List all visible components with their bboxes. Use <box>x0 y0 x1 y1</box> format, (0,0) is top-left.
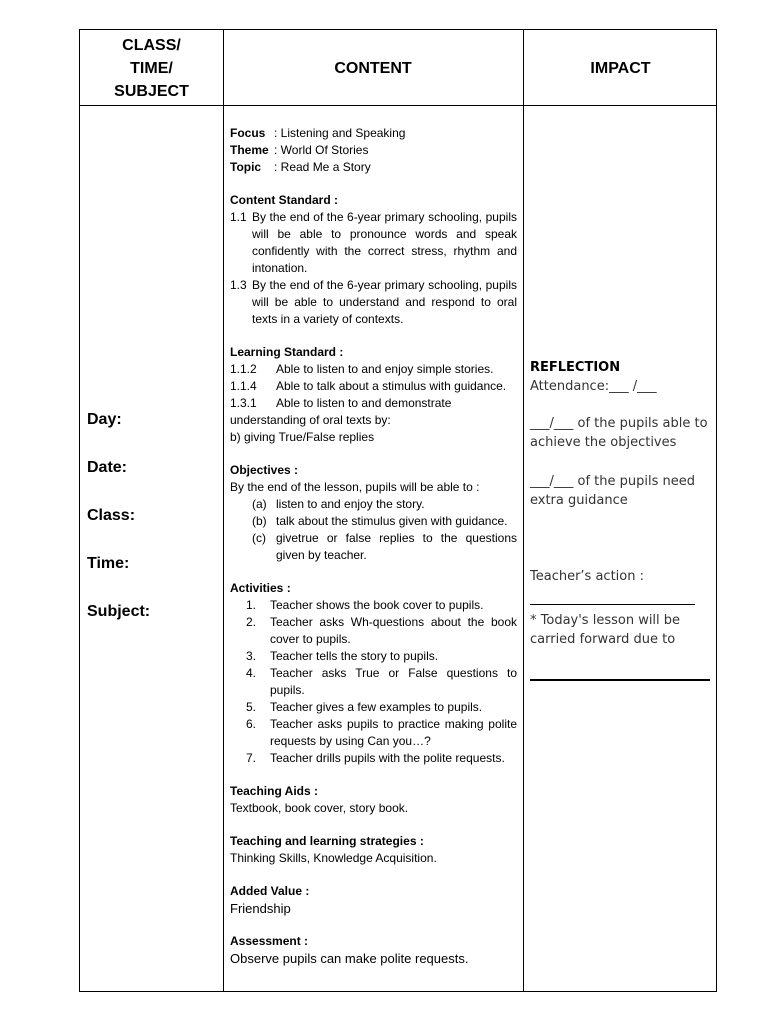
activities-title: Activities : <box>230 581 291 595</box>
topic-value: : Read Me a Story <box>274 160 371 174</box>
content-column <box>230 125 517 983</box>
list-item: listen to and enjoy the story. <box>276 497 425 511</box>
achieve-line: ___/___ of the pupils able to achieve the objectives <box>530 416 708 450</box>
content-standard-section <box>230 192 517 328</box>
list-item: Teacher drills pupils with the polite requests. <box>270 751 505 765</box>
objectives-intro: By the end of the lesson, pupils will be able to : <box>230 480 480 494</box>
focus-label: Focus <box>230 126 266 140</box>
learning-standard-title: Learning Standard : <box>230 345 344 359</box>
list-number: 6. <box>246 717 257 731</box>
list-number: 3. <box>246 649 257 663</box>
list-item: Able to listen to and enjoy simple stories. <box>276 362 494 376</box>
list-item: Able to talk about a stimulus with guidance. <box>276 379 507 393</box>
assessment-section <box>230 933 517 967</box>
added-value-title: Added Value : <box>230 884 310 898</box>
activities-section <box>230 580 517 767</box>
header-content: CONTENT <box>334 59 412 77</box>
list-number: 1. <box>246 598 257 612</box>
topic-label: Topic <box>230 160 262 174</box>
action-underline <box>530 594 695 605</box>
assessment-title: Assessment : <box>230 934 309 948</box>
list-number: (b) <box>252 514 267 528</box>
list-number: 4. <box>246 666 257 680</box>
list-item: By the end of the 6-year primary schooling, pupils will be able to understand and respond to oral texts in a variety of contexts. <box>252 278 517 326</box>
strategies-title: Teaching and learning strategies : <box>230 834 424 848</box>
carried-forward-underline <box>530 679 710 681</box>
class-info-column <box>87 410 150 650</box>
reflection-block <box>530 358 712 396</box>
list-number: (c) <box>252 531 266 545</box>
header-class-time-subject <box>80 30 223 106</box>
list-number: (a) <box>252 497 267 511</box>
column-divider <box>523 30 524 991</box>
content-standard-title: Content Standard : <box>230 193 338 207</box>
teaching-aids-section <box>230 783 517 817</box>
list-number: 7. <box>246 751 257 765</box>
strategies-value: Thinking Skills, Knowledge Acquisition. <box>230 851 437 865</box>
objectives-section <box>230 462 517 564</box>
attendance-line: Attendance:___ /___ <box>530 379 657 394</box>
list-item: Teacher asks Wh-questions about the book cover to pupils. <box>270 615 517 646</box>
list-item: talk about the stimulus given with guidance. <box>276 514 508 528</box>
impact-column <box>530 358 712 681</box>
date-label: Date: <box>87 459 128 476</box>
focus-theme-topic <box>230 125 517 176</box>
list-item: By the end of the 6-year primary schooling, pupils will be able to pronounce words and speak confidently with the correct stress, rhythm and intonation. <box>252 210 517 275</box>
guidance-line: ___/___ of the pupils need extra guidance <box>530 474 696 508</box>
list-item: givetrue or false replies to the questions given by teacher. <box>276 531 517 562</box>
list-item: Teacher asks pupils to practice making polite requests by using Can you…? <box>270 717 517 748</box>
list-item: Teacher tells the story to pupils. <box>270 649 439 663</box>
list-number: 1.1.4 <box>230 379 257 393</box>
header-line: SUBJECT <box>114 82 189 100</box>
day-label: Day: <box>87 411 122 428</box>
added-value-value: Friendship <box>230 901 291 916</box>
header-line: TIME/ <box>130 59 173 77</box>
theme-value: : World Of Stories <box>274 143 369 157</box>
time-label: Time: <box>87 555 130 572</box>
list-item: b) giving True/False replies <box>230 430 375 444</box>
list-item: understanding of oral texts by: <box>230 413 391 427</box>
list-number: 1.1 <box>230 210 247 224</box>
list-item: Teacher asks True or False questions to pupils. <box>270 666 517 697</box>
objectives-title: Objectives : <box>230 463 299 477</box>
list-item: Able to listen to and demonstrate <box>276 396 452 410</box>
strategies-section <box>230 833 517 867</box>
learning-standard-section <box>230 344 517 446</box>
teacher-action-label: Teacher’s action : <box>530 569 644 584</box>
reflection-title: REFLECTION <box>530 360 621 375</box>
header-line: CLASS/ <box>122 36 181 54</box>
list-number: 5. <box>246 700 257 714</box>
teaching-aids-title: Teaching Aids : <box>230 784 319 798</box>
added-value-section <box>230 883 517 917</box>
class-label: Class: <box>87 507 136 524</box>
subject-label: Subject: <box>87 603 151 620</box>
focus-value: : Listening and Speaking <box>274 126 406 140</box>
list-number: 2. <box>246 615 257 629</box>
header-impact: IMPACT <box>590 59 651 77</box>
list-item: Teacher shows the book cover to pupils. <box>270 598 484 612</box>
list-number: 1.3 <box>230 278 247 292</box>
theme-label: Theme <box>230 143 269 157</box>
lesson-plan-table <box>79 29 717 992</box>
list-item: Teacher gives a few examples to pupils. <box>270 700 483 714</box>
column-divider <box>223 30 224 991</box>
list-number: 1.3.1 <box>230 396 257 410</box>
carried-forward-note: * Today's lesson will be carried forward due to <box>530 613 681 647</box>
teaching-aids-value: Textbook, book cover, story book. <box>230 801 409 815</box>
list-number: 1.1.2 <box>230 362 257 376</box>
assessment-value: Observe pupils can make polite requests. <box>230 951 469 966</box>
